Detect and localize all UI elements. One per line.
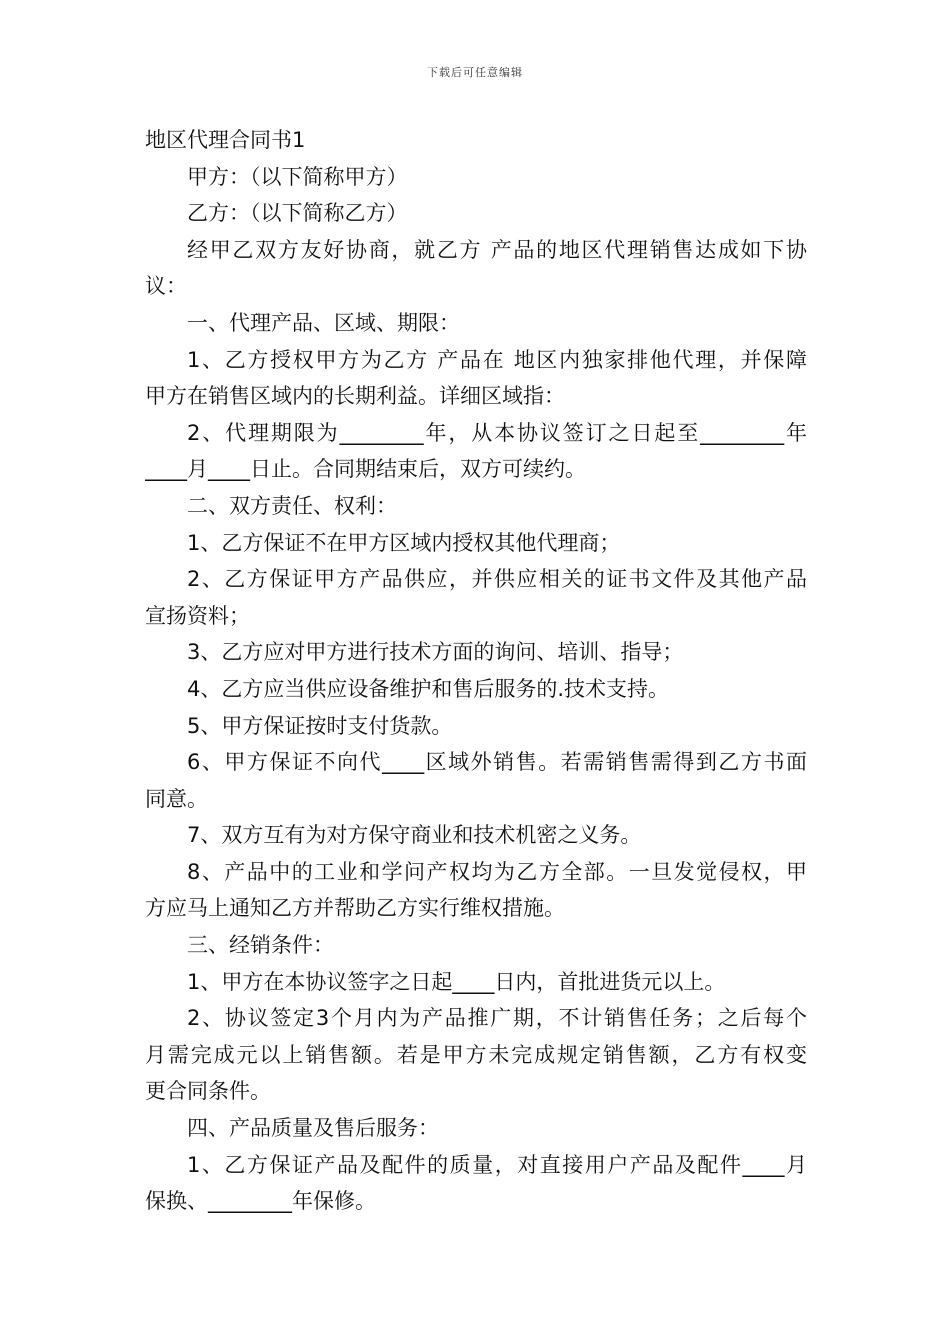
paragraph-line: 保换、________年保修。 (145, 1189, 376, 1214)
paragraph-line: 月需完成元以上销售额。若是甲方未完成规定销售额，乙方有权变 (145, 1042, 807, 1067)
paragraph-line: 2、乙方保证甲方产品供应，并供应相关的证书文件及其他产品 (187, 567, 807, 592)
paragraph-line: 宣扬资料； (145, 603, 250, 628)
paragraph-line: 1、乙方保证不在甲方区域内授权其他代理商； (187, 530, 621, 555)
section-heading: 三、经销条件： (187, 933, 334, 958)
paragraph-line: 更合同条件。 (145, 1079, 271, 1104)
paragraph-line: 2、协议签定3个月内为产品推广期，不计销售任务；之后每个 (187, 1006, 807, 1031)
section-heading: 二、双方责任、权利： (187, 493, 397, 518)
paragraph-line: 7、双方互有为对方保守商业和技术机密之义务。 (187, 823, 642, 848)
paragraph-line: 议： (145, 274, 187, 299)
paragraph-line: 1、乙方保证产品及配件的质量，对直接用户产品及配件____月 (187, 1152, 807, 1177)
section-heading: 一、代理产品、区域、期限： (187, 310, 460, 335)
paragraph-line: 同意。 (145, 786, 208, 811)
page-header: 下载后可任意编辑 (427, 66, 523, 79)
paragraph-line: 甲方在销售区域内的长期利益。详细区域指： (145, 384, 565, 409)
paragraph-line: 6、甲方保证不向代____区域外销售。若需销售需得到乙方书面 (187, 750, 807, 775)
paragraph-line: 经甲乙双方友好协商，就乙方 产品的地区代理销售达成如下协 (187, 237, 807, 262)
section-heading: 四、产品质量及售后服务： (187, 1116, 439, 1141)
document-title: 地区代理合同书1 (145, 128, 306, 152)
party-a-line: 甲方：（以下简称甲方） (187, 164, 408, 189)
paragraph-line: 方应马上通知乙方并帮助乙方实行维权措施。 (145, 896, 565, 921)
paragraph-line: 4、乙方应当供应设备维护和售后服务的.技术支持。 (187, 676, 670, 701)
paragraph-line: ____月____日止。合同期结束后，双方可续约。 (145, 457, 586, 482)
paragraph-line: 5、甲方保证按时支付货款。 (187, 713, 453, 738)
document-body (145, 122, 807, 1220)
paragraph-line: 1、甲方在本协议签字之日起____日内，首批进货元以上。 (187, 969, 726, 994)
paragraph-line: 8、产品中的工业和学问产权均为乙方全部。一旦发觉侵权，甲 (187, 859, 807, 884)
paragraph-line: 1、乙方授权甲方为乙方 产品在 地区内独家排他代理，并保障 (187, 347, 807, 372)
paragraph-line: 2、代理期限为________年，从本协议签订之日起至________年 (187, 420, 807, 445)
party-b-line: 乙方：（以下简称乙方） (187, 201, 408, 226)
paragraph-line: 3、乙方应对甲方进行技术方面的询问、培训、指导； (187, 640, 684, 665)
